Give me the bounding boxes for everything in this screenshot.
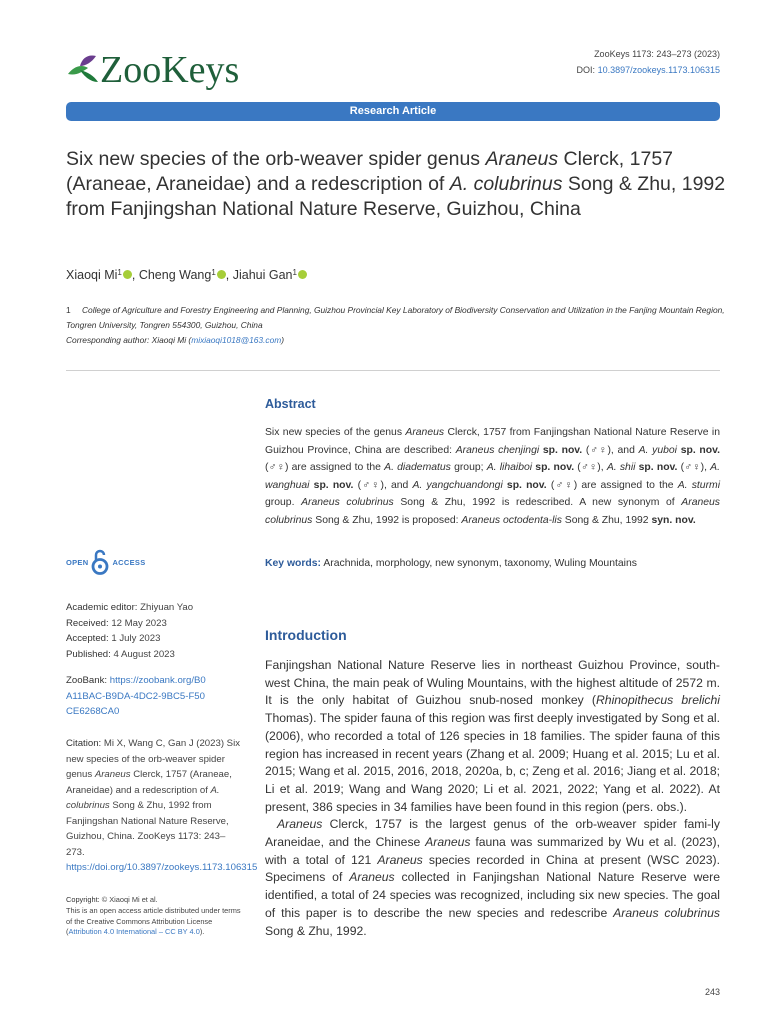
affiliation: [66, 303, 726, 333]
author-name[interactable]: Xiaoqi Mi: [66, 268, 118, 282]
author-name[interactable]: Jiahui Gan: [232, 268, 293, 282]
author-list: Xiaoqi Mi$^1$ , Cheng Wang$^1$ , Jiahui Gan$^1$: [66, 268, 307, 282]
title-italic: A. colubrinus: [449, 173, 563, 195]
title-part: Clerck, 1757 (Araneae, Araneidae) and a redescription of: [66, 148, 674, 195]
leaf-logo-icon: [66, 52, 104, 88]
academic-editor: Academic editor: Zhiyuan Yao: [66, 602, 194, 613]
paragraph: Araneus Clerck, 1757 is the largest genus of the orb-weaver spider fami-ly Araneidae, and the Chinese Araneus fauna was summarized by Wu et al. (2023), with a total of 121 Araneus species recorded in China at present (WSC 2023). Specimens of Araneus collected in Fanjingshan National Nature Reserve were identified, a total of 24 species was recognized, including six new species. The goal of this paper is to describe the new species and redescribe Araneus colubrinus Song & Zhu, 1992.: [265, 817, 720, 938]
orcid-icon[interactable]: [217, 270, 226, 279]
affiliation-text: College of Agriculture and Forestry Engineering and Planning, Guizhou Provincial Key Laboratory of Biodiversity Conservation and Utilization in the Fanjing Mountain Region, Tongren University, Tongren 554300, Guizhou, China: [66, 305, 725, 330]
zoobank-label: ZooBank:: [66, 675, 108, 686]
author-affil-sup: 1: [211, 268, 216, 277]
accepted-date: Accepted: 1 July 2023: [66, 633, 161, 644]
abstract-text: Six new species of the genus Araneus Clerck, 1757 from Fanjingshan National Nature Reserve in Guizhou Province, China are described: Araneus chenjingi sp. nov. (♂♀), and A. yuboi sp. nov. (♂♀) are assigned to the A. diadematus group; A. lihaiboi sp. nov. (♂♀), A. shii sp. nov. (♂♀), A. wanghuai sp. nov. (♂♀), and A. yangchuandongi sp. nov. (♂♀) are assigned to the A. sturmi group. Araneus colubrinus Song & Zhu, 1992 is redescribed. A new synonym of Araneus colubrinus Song & Zhu, 1992 is proposed: Araneus octodenta-lis Song & Zhu, 1992 syn. nov.: [265, 427, 721, 526]
introduction-heading: Introduction: [265, 627, 347, 643]
zoobank-link[interactable]: https://zoobank.org/B0A11BAC-B9DA-4DC2-9BC5-F50CE6268CA0: [66, 675, 206, 717]
page-number: 243: [704, 987, 720, 997]
doi-link[interactable]: 10.3897/zookeys.1173.106315: [597, 65, 720, 75]
citation-block: Citation: Mi X, Wang C, Gan J (2023) Six new species of the orb-weaver spider genus Araneus Clerck, 1757 (Araneae, Araneidae) and a redescription of A. colubrinus Song & Zhu, 1992 from Fanjingshan National Nature Reserve, Guizhou, China. ZooKeys 1173: 243–273. https://doi.org/10.3897/zookeys.1173.106315: [66, 738, 258, 873]
abstract-heading: Abstract: [265, 397, 316, 411]
corresponding-author: [66, 333, 726, 348]
doi-prefix: DOI:: [576, 65, 598, 75]
journal-citation: ZooKeys 1173: 243–273 (2023): [594, 49, 720, 59]
introduction-body: [265, 657, 720, 940]
email-link[interactable]: mixiaoqi1018@163.com: [191, 335, 282, 345]
title-italic: Araneus: [485, 148, 559, 170]
copyright-line: Copyright: © Xiaoqi Mi et al.: [66, 895, 158, 904]
orcid-icon[interactable]: [298, 270, 307, 279]
keywords-label: Key words:: [265, 558, 322, 569]
article-type-banner: Research Article: [66, 102, 720, 121]
received-date: Received: 12 May 2023: [66, 617, 167, 629]
open-access-left: OPEN: [66, 557, 89, 567]
affiliation-number: 1: [66, 305, 71, 315]
corresponding-prefix: Corresponding author: Xiaoqi Mi (: [66, 335, 192, 345]
license-text: This is an open access article distributed under terms of the Creative Commons Attribution License (Attribution 4.0 International – CC BY 4.0).: [66, 905, 241, 937]
copyright-block: [66, 895, 246, 938]
corresponding-suffix: ): [281, 335, 285, 345]
logo-text: ZooKeys: [100, 49, 240, 91]
article-dates: [66, 600, 246, 662]
author-affil-sup: 1: [292, 268, 297, 277]
orcid-icon[interactable]: [123, 270, 132, 279]
journal-meta: [577, 46, 720, 78]
keywords: [265, 558, 720, 569]
affiliation-block: [66, 303, 726, 348]
open-access-badge: [66, 549, 146, 575]
keywords-text: Arachnida, morphology, new synonym, taxonomy, Wuling Mountains: [321, 558, 637, 569]
title-part: Six new species of the orb-weaver spider genus: [66, 148, 486, 170]
published-date: Published: 4 August 2023: [66, 648, 175, 660]
doi-line: [577, 62, 720, 78]
zoobank-block: [66, 673, 206, 720]
divider: [66, 370, 720, 371]
title-part: Song & Zhu, 1992 from Fanjingshan National Nature Reserve, Guizhou, China: [66, 173, 726, 220]
open-access-right: ACCESS: [112, 557, 146, 567]
open-access-lock-icon: [91, 549, 109, 575]
zookeys-logo: [66, 48, 239, 92]
author-name[interactable]: Cheng Wang: [138, 268, 212, 282]
author-affil-sup: 1: [117, 268, 122, 277]
license-link[interactable]: Attribution 4.0 International – CC BY 4.0: [68, 927, 200, 937]
citation-doi-link[interactable]: https://doi.org/10.3897/zookeys.1173.106315: [66, 862, 258, 873]
paragraph: Fanjingshan National Nature Reserve lies in northeast Guizhou Province, south-west China, the main peak of Wuling Mountains, with the highest altitude of 2572 m. It is the only habitat of Guizhou snub-nosed monkey (Rhinopithecus brelichi Thomas). The spider fauna of this region was first deeply investigated by Song et al. (2006), who recorded a total of 126 species in 18 families. The spider fauna of this region has increased in recent years (Zhang et al. 2009; Huang et al. 2015; Lu et al. 2015; Wang et al. 2015, 2016, 2018, 2020a, b, c; Zeng et al. 2016; Jiang et al. 2018; Li et al. 2019; Wang and Wang 2020; Li et al. 2021, 2022; Yang et al. 2022). At present, 386 species in 34 families have been found in this region (pers. obs.).: [265, 658, 721, 814]
article-title: [66, 147, 726, 222]
